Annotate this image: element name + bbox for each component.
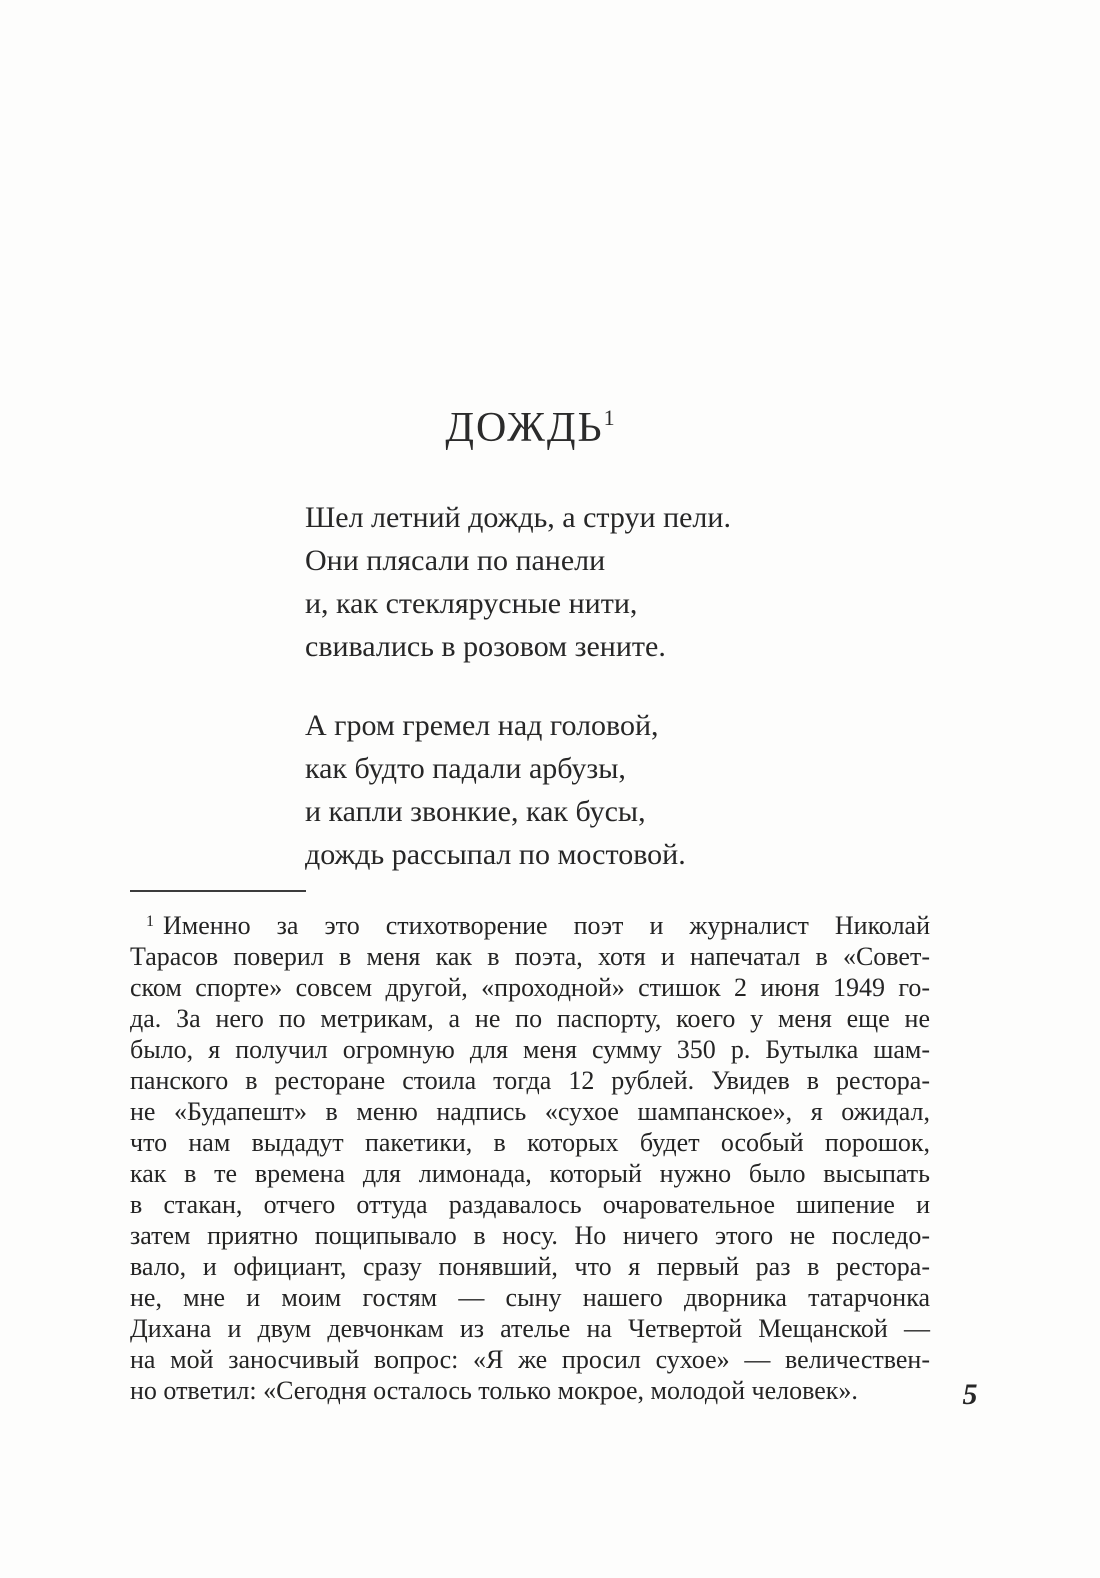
footnote-line: Дихана и двум девчонкам из ателье на Четвертой Мещанской — [130, 1314, 930, 1343]
poem-line: свивались в розовом зените. [305, 630, 666, 663]
poem-stanza-2 [305, 704, 731, 876]
poem-line: как будто падали арбузы, [305, 752, 626, 785]
poem-line: дождь рассыпал по мостовой. [305, 838, 686, 871]
footnote-line: не «Будапешт» в меню надпись «сухое шампанское», я ожидал, [130, 1097, 930, 1126]
poem-line: Шел летний дождь, а струи пели. [305, 501, 731, 534]
footnote-line: затем приятно пощипывало в носу. Но ничего этого не последо- [130, 1221, 930, 1250]
poem-title [130, 404, 930, 452]
footnote-line: но ответил: «Сегодня осталось только мокрое, молодой человек». [130, 1376, 858, 1405]
footnote-line: на мой заносчивый вопрос: «Я же просил сухое» — величествен- [130, 1345, 930, 1374]
footnote-reference-marker: 1 [603, 405, 615, 430]
footnote-line: да. За него по метрикам, а не по паспорту, коего у меня еще не [130, 1004, 930, 1033]
poem-body [305, 496, 731, 876]
footnote-line: вало, и официант, сразу понявший, что я первый раз в рестора- [130, 1252, 930, 1281]
footnote-line: Тарасов поверил в меня как в поэта, хотя и напечатал в «Совет- [130, 942, 930, 971]
poem-stanza-1 [305, 496, 731, 668]
page-number: 5 [962, 1378, 978, 1411]
footnote-line: что нам выдадут пакетики, в которых будет особый порошок, [130, 1128, 930, 1157]
footnote-line: в стакан, отчего оттуда раздавалось очаровательное шипение и [130, 1190, 930, 1219]
footnote-block [130, 910, 930, 1406]
poem-line: А гром гремел над головой, [305, 709, 659, 742]
poem-title-text: ДОЖДЬ [445, 405, 604, 451]
footnote-line: ском спорте» совсем другой, «проходной» стишок 2 июня 1949 го- [130, 973, 930, 1002]
footnote-line: не, мне и моим гостям — сыну нашего дворника татарчонка [130, 1283, 930, 1312]
footnote-line: как в те времена для лимонада, который нужно было высыпать [130, 1159, 930, 1188]
footnote-line [130, 910, 930, 941]
poem-line: и, как стеклярусные нити, [305, 587, 638, 620]
footnote-separator-rule [130, 890, 306, 892]
poem-line: Они плясали по панели [305, 544, 606, 577]
footnote-line-text: Именно за это стихотворение поэт и журналист Николай [163, 911, 930, 940]
footnote-marker: 1 [146, 913, 154, 930]
poem-line: и капли звонкие, как бусы, [305, 795, 646, 828]
footnote-line: было, я получил огромную для меня сумму 350 р. Бутылка шам- [130, 1035, 930, 1064]
footnote-line: панского в ресторане стоила тогда 12 рублей. Увидев в рестора- [130, 1066, 930, 1095]
